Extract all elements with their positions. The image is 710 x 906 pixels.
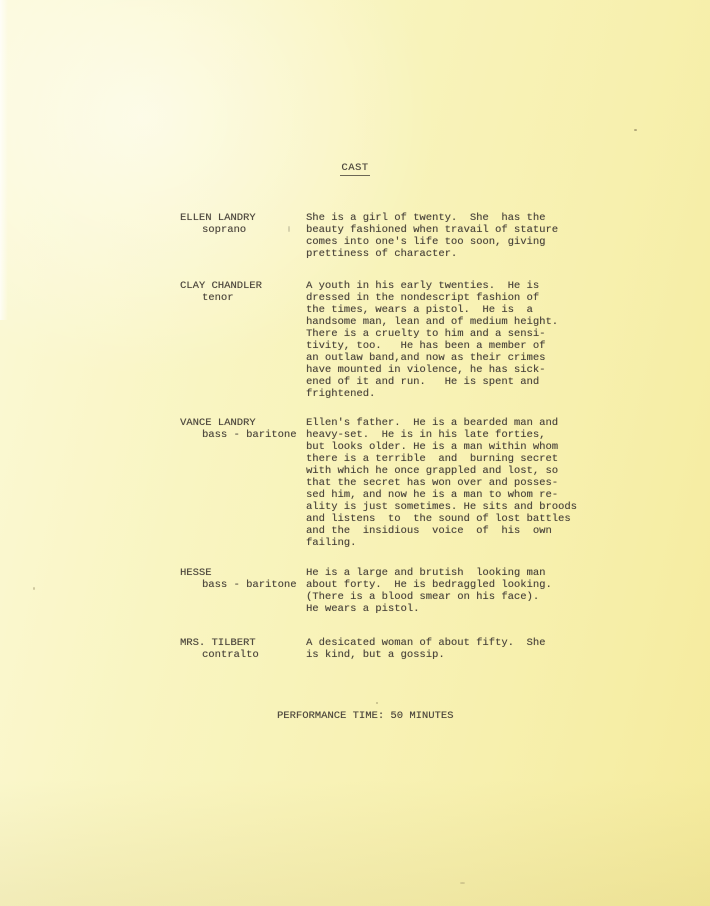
cast-description: [306, 567, 552, 615]
description-line: Ellen's father. He is a bearded man and: [306, 417, 559, 429]
description-line: A desicated woman of about fifty. She: [306, 637, 546, 649]
description-line: an outlaw band,and now as their crimes: [306, 352, 546, 364]
description-line: and the insidious voice of his own: [306, 525, 552, 537]
cast-name: VANCE LANDRY: [180, 417, 256, 429]
cast-voice: contralto: [202, 649, 259, 661]
description-line: have mounted in violence, he has sick-: [306, 364, 546, 376]
description-line: that the secret has won over and posses-: [306, 477, 559, 489]
description-line: handsome man, lean and of medium height.: [306, 316, 559, 328]
cast-voice: bass - baritone: [202, 429, 297, 441]
description-line: She is a girl of twenty. She has the: [306, 212, 546, 224]
cast-name: HESSE: [180, 567, 212, 579]
cast-entry: [180, 637, 546, 661]
cast-description: [306, 637, 545, 661]
description-line: frightened.: [306, 388, 376, 400]
description-line: dressed in the nondescript fashion of: [306, 292, 540, 304]
description-line: tivity, too. He has been a member of: [306, 340, 546, 352]
description-line: A youth in his early twenties. He is: [306, 280, 540, 292]
description-line: the times, wears a pistol. He is a: [306, 304, 533, 316]
description-line: There is a cruelty to him and a sensi-: [306, 328, 546, 340]
description-line: with which he once grappled and lost, so: [306, 465, 559, 477]
description-line: failing.: [306, 537, 357, 549]
description-line: ened of it and run. He is spent and: [306, 376, 540, 388]
cast-entry: [180, 567, 552, 615]
description-line: comes into one's life too soon, giving: [306, 236, 546, 248]
cast-description: [306, 280, 558, 400]
cast-name: ELLEN LANDRY: [180, 212, 256, 224]
cast-voice: tenor: [202, 292, 234, 304]
cast-voice: bass - baritone: [202, 579, 297, 591]
cast-description: [306, 212, 558, 260]
description-line: heavy-set. He is in his late forties,: [306, 429, 546, 441]
description-line: sed him, and now he is a man to whom re-: [306, 489, 559, 501]
page-title-text: CAST: [341, 162, 369, 174]
cast-description: [306, 417, 577, 549]
description-line: prettiness of character.: [306, 248, 458, 260]
description-line: beauty fashioned when travail of stature: [306, 224, 559, 236]
description-line: He wears a pistol.: [306, 603, 420, 615]
performance-time: PERFORMANCE TIME: 50 MINUTES: [277, 710, 454, 722]
description-line: and listens to the sound of lost battles: [306, 513, 571, 525]
description-line: is kind, but a gossip.: [306, 649, 445, 661]
cast-name: CLAY CHANDLER: [180, 280, 262, 292]
description-line: there is a terrible and burning secret: [306, 453, 559, 465]
cast-entry: [180, 280, 559, 400]
description-line: He is a large and brutish looking man: [306, 567, 546, 579]
cast-name: MRS. TILBERT: [180, 637, 256, 649]
cast-entry: [180, 417, 577, 549]
description-line: ality is just sometimes. He sits and broods: [306, 501, 577, 513]
cast-entry: [180, 212, 559, 260]
description-line: but looks older. He is a man within whom: [306, 441, 559, 453]
description-line: about forty. He is bedraggled looking.: [306, 579, 552, 591]
description-line: (There is a blood smear on his face).: [306, 591, 540, 603]
cast-voice: soprano: [202, 224, 247, 236]
